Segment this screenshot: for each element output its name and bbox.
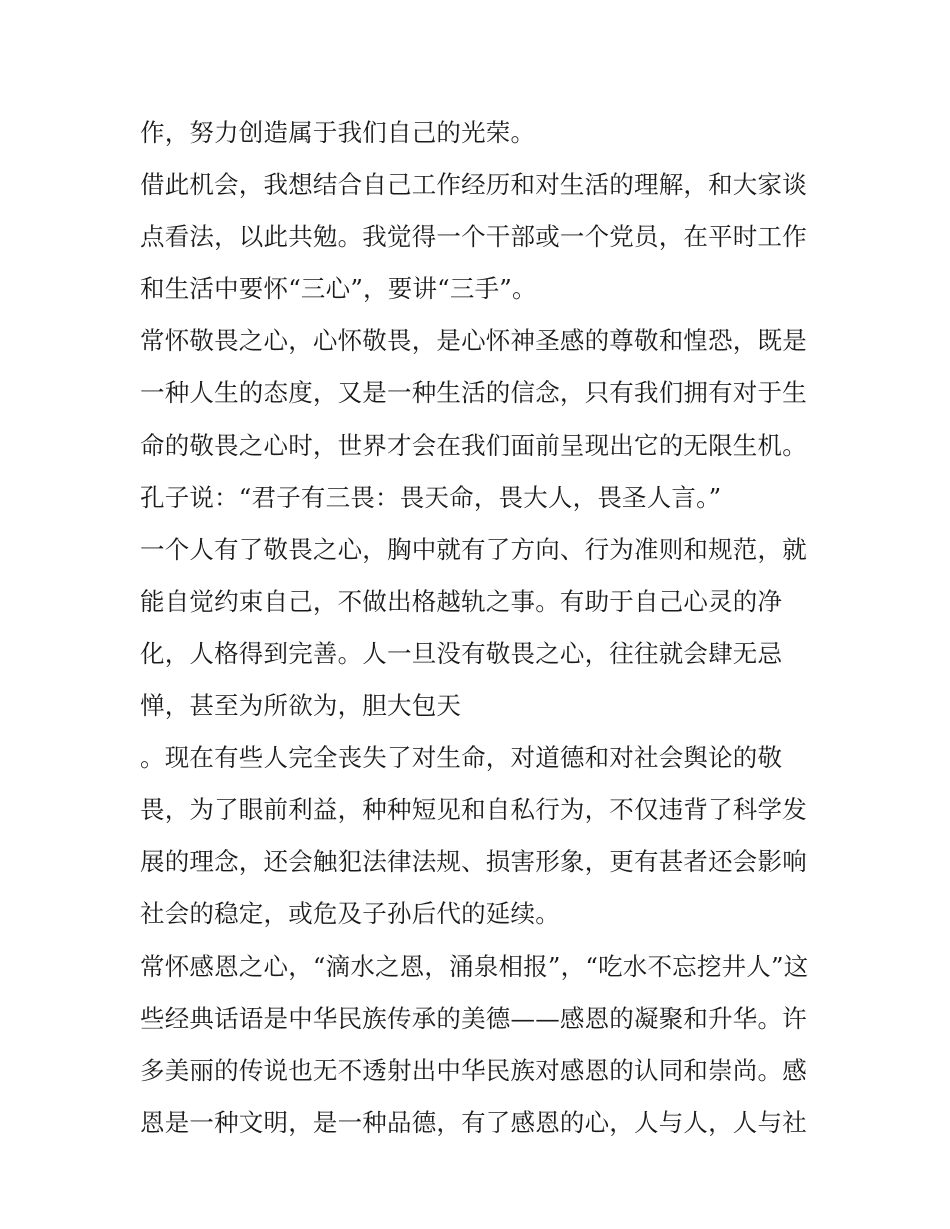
text-line: 惮，甚至为所欲为，胆大包天 xyxy=(140,691,462,721)
text-line: 孔子说：“君子有三畏：畏天命，畏大人，畏圣人言。” xyxy=(140,482,722,512)
text-line: 借此机会，我想结合自己工作经历和对生活的理解，和大家谈 xyxy=(140,170,807,200)
text-line: 。现在有些人完全丧失了对生命，对道德和对社会舆论的敬 xyxy=(140,743,783,773)
text-line: 多美丽的传说也无不透射出中华民族对感恩的认同和崇尚。感 xyxy=(140,1055,807,1085)
text-line: 化，人格得到完善。人一旦没有敬畏之心，往往就会肆无忌 xyxy=(140,638,783,668)
text-line: 命的敬畏之心时，世界才会在我们面前呈现出它的无限生机。 xyxy=(140,430,807,460)
text-line: 恩是一种文明，是一种品德，有了感恩的心，人与人，人与社 xyxy=(140,1107,807,1137)
text-line: 能自觉约束自己，不做出格越轨之事。有助于自己心灵的净 xyxy=(140,586,783,616)
text-line: 点看法，以此共勉。我觉得一个干部或一个党员，在平时工作 xyxy=(140,222,807,252)
text-line: 常怀感恩之心，“滴水之恩，涌泉相报”，“吃水不忘挖井人”这 xyxy=(140,951,809,981)
text-line: 和生活中要怀“三心”，要讲“三手”。 xyxy=(140,274,537,304)
text-line: 畏，为了眼前利益，种种短见和自私行为，不仅违背了科学发 xyxy=(140,795,807,825)
text-line: 作，努力创造属于我们自己的光荣。 xyxy=(140,118,536,147)
text-line: 一种人生的态度，又是一种生活的信念，只有我们拥有对于生 xyxy=(140,378,807,408)
text-line: 些经典话语是中华民族传承的美德——感恩的凝聚和升华。许 xyxy=(140,1003,807,1033)
text-line: 一个人有了敬畏之心，胸中就有了方向、行为准则和规范，就 xyxy=(140,534,807,564)
text-line: 常怀敬畏之心，心怀敬畏，是心怀神圣感的尊敬和惶恐，既是 xyxy=(140,326,807,356)
text-line: 社会的稳定，或危及子孙后代的延续。 xyxy=(140,899,560,929)
text-line: 展的理念，还会触犯法律法规、损害形象，更有甚者还会影响 xyxy=(140,847,807,877)
body-text xyxy=(140,107,830,1149)
